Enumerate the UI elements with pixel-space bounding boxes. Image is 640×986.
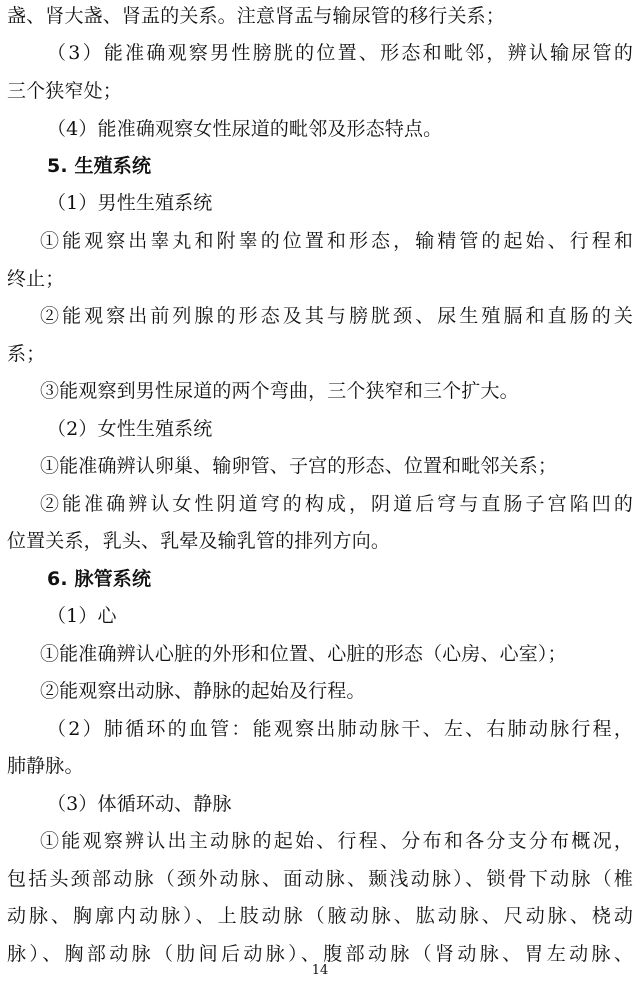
text-line-12: （2）女性生殖系统 (47, 418, 213, 440)
text-line-22: （3）体循环动、静脉 (47, 793, 232, 815)
text-line-15: 位置关系，乳头、乳晕及输乳管的排列方向。 (7, 530, 391, 552)
text-line-23: ①能观察辨认出主动脉的起始、行程、分布和各分支分布概况， (40, 830, 633, 852)
text-line-3: 三个狭窄处； (7, 80, 122, 102)
text-line-18: ①能准确辨认心脏的外形和位置、心脏的形态（心房、心室）； (40, 643, 567, 665)
text-line-7: ①能观察出睾丸和附睾的位置和形态，输精管的起始、行程和 (40, 230, 633, 252)
text-line-11: ③能观察到男性尿道的两个弯曲，三个狭窄和三个扩大。 (40, 380, 519, 402)
text-line-1: 盏、肾大盏、肾盂的关系。注意肾盂与输尿管的移行关系； (7, 5, 505, 27)
text-line-25: 动脉、胸廓内动脉）、上肢动脉（腋动脉、肱动脉、尺动脉、桡动 (7, 905, 633, 927)
text-line-20: （2）肺循环的血管：能观察出肺动脉干、左、右肺动脉行程， (47, 718, 633, 740)
section-heading-reproductive: 5. 生殖系统 (47, 155, 152, 177)
text-line-2: （3）能准确观察男性膀胱的位置、形态和毗邻，辨认输尿管的 (47, 42, 633, 64)
page-number: 14 (311, 963, 329, 978)
text-line-17: （1）心 (47, 605, 117, 627)
text-line-24: 包括头颈部动脉（颈外动脉、面动脉、颞浅动脉）、锁骨下动脉（椎 (7, 868, 633, 890)
text-line-13: ①能准确辨认卵巢、输卵管、子宫的形态、位置和毗邻关系； (40, 455, 558, 477)
text-line-19: ②能观察出动脉、静脉的起始及行程。 (40, 680, 366, 702)
text-line-6: （1）男性生殖系统 (47, 192, 213, 214)
text-line-8: 终止； (7, 268, 65, 290)
text-line-21: 肺静脉。 (7, 755, 84, 777)
text-line-10: 系； (7, 343, 46, 365)
text-line-4: （4）能准确观察女性尿道的毗邻及形态特点。 (47, 118, 443, 140)
text-line-9: ②能观察出前列腺的形态及其与膀胱颈、尿生殖膈和直肠的关 (40, 305, 633, 327)
text-line-14: ②能准确辨认女性阴道穹的构成，阴道后穹与直肠子宫陷凹的 (40, 493, 633, 515)
text-line-26: 脉）、胸部动脉（肋间后动脉）、腹部动脉（肾动脉、胃左动脉、 (7, 943, 633, 965)
section-heading-vascular: 6. 脉管系统 (47, 568, 152, 590)
